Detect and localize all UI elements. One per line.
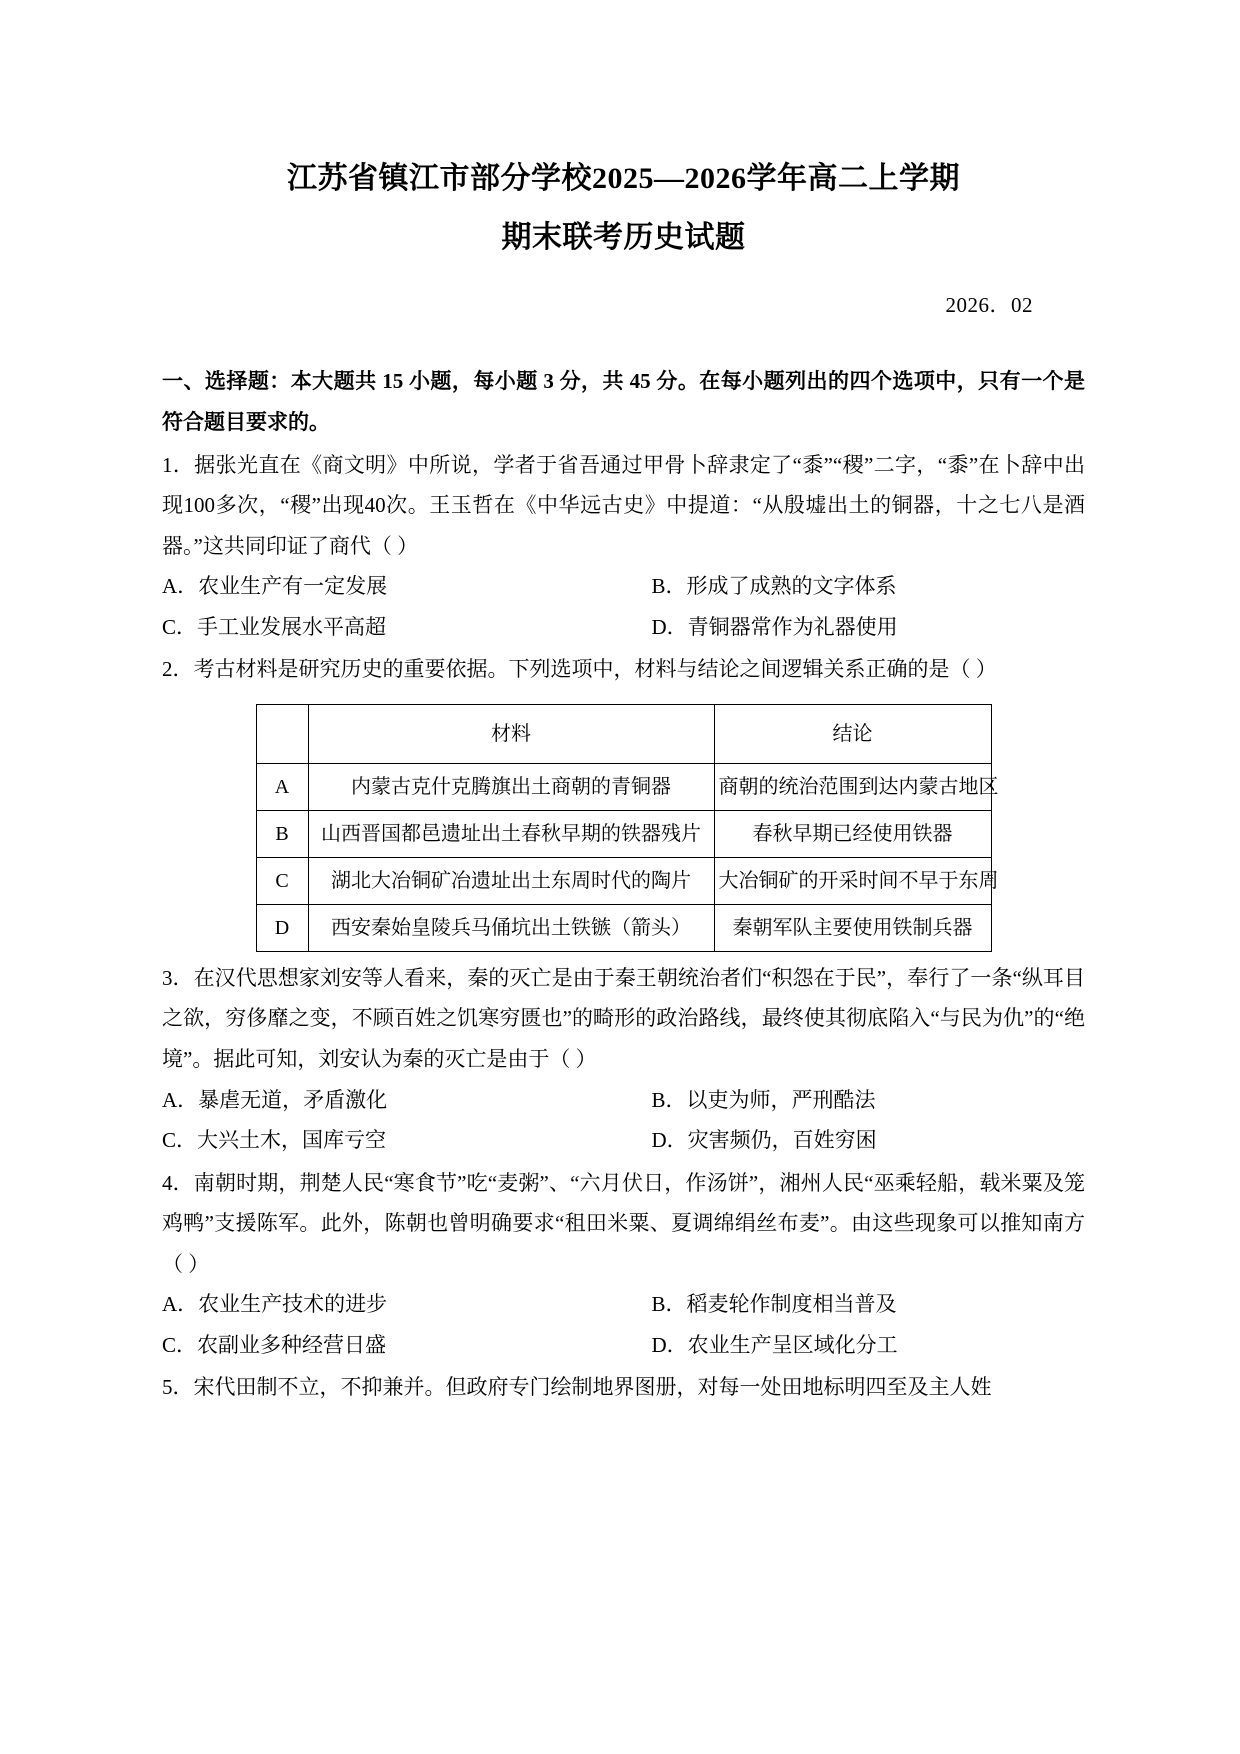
question-1 [162, 445, 1085, 648]
page-title [162, 150, 1085, 267]
table-header-conclusion: 结论 [714, 704, 991, 763]
question-4-option-b[interactable]: B．稻麦轮作制度相当普及 [651, 1292, 897, 1317]
question-3-option-c[interactable]: C．大兴土木，国库亏空 [162, 1128, 387, 1153]
question-4-options-row-1 [162, 1284, 1085, 1325]
question-3-stem: 3．在汉代思想家刘安等人看来，秦的灭亡是由于秦王朝统治者们“积怨在于民”，奉行了一条“纵耳目之欲，穷侈靡之变，不顾百姓之饥寒穷匮也”的畸形的政治路线，最终使其彻底陷入“与民为仇”的“绝境”。据此可知，刘安认为秦的灭亡是由于（ ） [162, 965, 1085, 1071]
question-1-option-a[interactable]: A．农业生产有一定发展 [162, 574, 388, 599]
question-1-option-d[interactable]: D．青铜器常作为礼器使用 [651, 614, 898, 639]
table-cell-material: 西安秦始皇陵兵马俑坑出土铁镞（箭头） [308, 904, 714, 951]
question-4 [162, 1163, 1085, 1366]
material-conclusion-table [256, 704, 999, 952]
question-4-options-row-2 [162, 1325, 1085, 1366]
table-header-material: 材料 [308, 704, 714, 763]
title-line-1: 江苏省镇江市部分学校2025—2026学年高二上学期 [287, 162, 960, 195]
question-3 [162, 958, 1085, 1161]
title-line-2: 期末联考历史试题 [501, 220, 746, 254]
question-4-option-a[interactable]: A．农业生产技术的进步 [162, 1292, 388, 1317]
question-1-options-row-2 [162, 607, 1085, 648]
table-cell-conclusion: 大冶铜矿的开采时间不早于东周 [714, 857, 991, 904]
question-1-options-row-1 [162, 566, 1085, 607]
table-cell-option-letter: A [256, 763, 308, 810]
table-cell-option-letter: D [256, 904, 308, 951]
table-row[interactable] [256, 763, 991, 810]
question-3-option-a[interactable]: A．暴虐无道，矛盾激化 [162, 1087, 388, 1112]
question-3-options-row-1 [162, 1080, 1085, 1121]
exam-date: 2026．02 [945, 293, 1033, 317]
section-heading-multiple-choice: 一、选择题：本大题共 15 小题，每小题 3 分，共 45 分。在每小题列出的四个选项中，只有一个是符合题目要求的。 [162, 369, 1085, 434]
table-cell-material: 山西晋国都邑遗址出土春秋早期的铁器残片 [308, 810, 714, 857]
table-cell-conclusion: 秦朝军队主要使用铁制兵器 [714, 904, 991, 951]
table-cell-option-letter: C [256, 857, 308, 904]
table-cell-material: 湖北大冶铜矿冶遗址出土东周时代的陶片 [308, 857, 714, 904]
table-header-index [256, 704, 308, 763]
table-cell-conclusion: 春秋早期已经使用铁器 [714, 810, 991, 857]
question-5 [162, 1367, 1085, 1408]
table-cell-conclusion: 商朝的统治范围到达内蒙古地区 [714, 763, 991, 810]
question-2-stem: 2．考古材料是研究历史的重要依据。下列选项中，材料与结论之间逻辑关系正确的是（ ） [162, 657, 997, 682]
question-3-option-b[interactable]: B．以吏为师，严刑酷法 [651, 1087, 876, 1112]
question-1-option-b[interactable]: B．形成了成熟的文字体系 [651, 574, 897, 599]
table-cell-option-letter: B [256, 810, 308, 857]
question-3-option-d[interactable]: D．灾害频仍，百姓穷困 [651, 1128, 877, 1153]
question-1-option-c[interactable]: C．手工业发展水平高超 [162, 614, 387, 639]
table-row[interactable] [256, 904, 991, 951]
question-2 [162, 649, 1085, 952]
table-cell-material: 内蒙古克什克腾旗出土商朝的青铜器 [308, 763, 714, 810]
table-header-row [256, 704, 991, 763]
question-5-stem: 5．宋代田制不立，不抑兼并。但政府专门绘制地界图册，对每一处田地标明四至及主人姓 [162, 1375, 992, 1400]
question-4-option-c[interactable]: C．农副业多种经营日盛 [162, 1332, 387, 1357]
question-1-stem: 1．据张光直在《商文明》中所说，学者于省吾通过甲骨卜辞隶定了“黍”“稷”二字，“黍”在卜辞中出现100多次，“稷”出现40次。王玉哲在《中华远古史》中提道：“从殷墟出土的铜器，十之七八是酒器。”这共同印证了商代（ ） [162, 452, 1085, 558]
table-row[interactable] [256, 810, 991, 857]
question-3-options-row-2 [162, 1120, 1085, 1161]
table-row[interactable] [256, 857, 991, 904]
question-4-stem: 4．南朝时期，荆楚人民“寒食节”吃“麦粥”、“六月伏日，作汤饼”，湘州人民“巫乘轻船，载米粟及笼鸡鸭”支援陈军。此外，陈朝也曾明确要求“租田米粟、夏调绵绢丝布麦”。由这些现象可以推知南方（ ） [162, 1170, 1085, 1276]
question-4-option-d[interactable]: D．农业生产呈区域化分工 [651, 1332, 898, 1357]
